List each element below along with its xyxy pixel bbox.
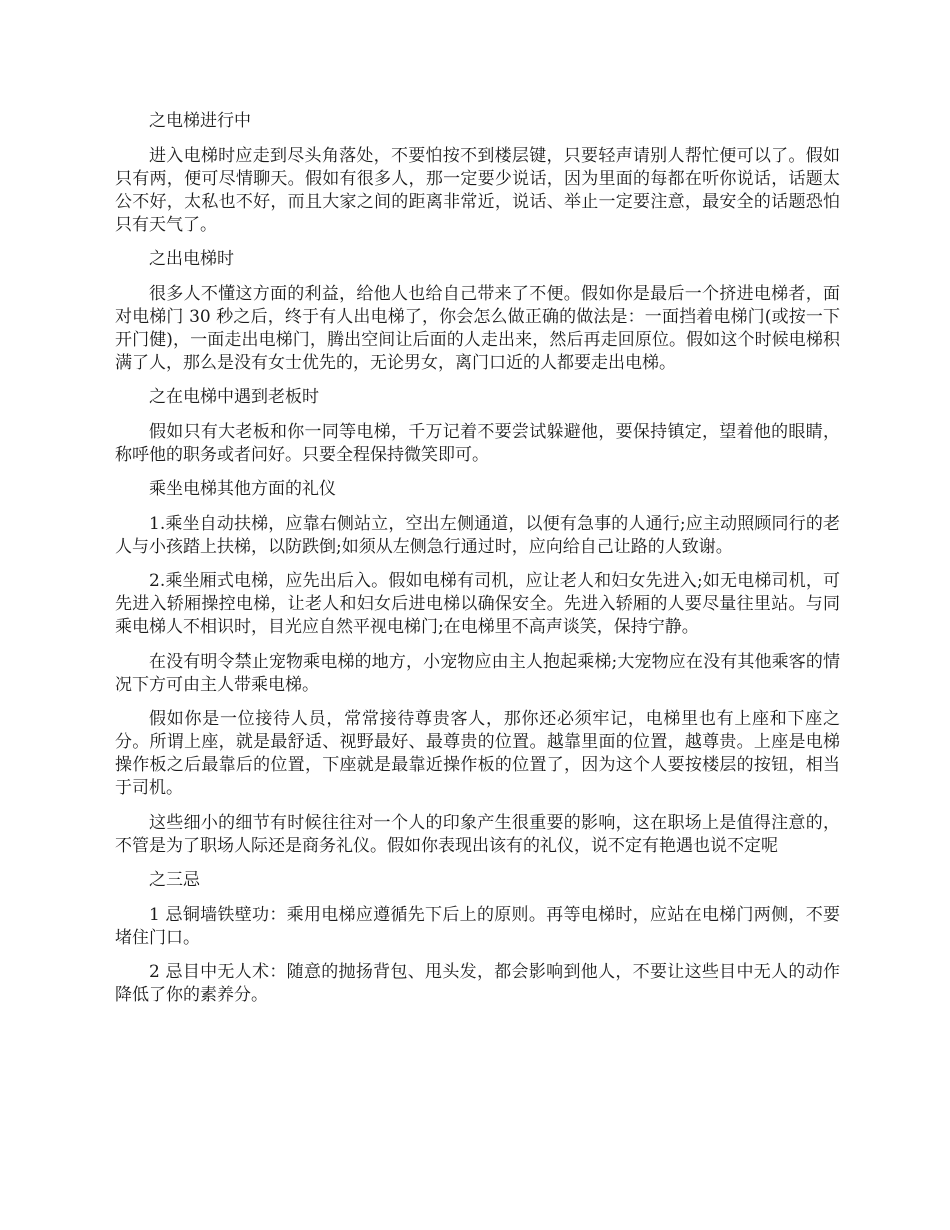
- paragraph-pets: 在没有明令禁止宠物乘电梯的地方，小宠物应由主人抱起乘梯;大宠物应在没有其他乘客的情况下方可由主人带乘电梯。: [115, 651, 840, 695]
- section-heading-meet-boss: 之在电梯中遇到老板时: [149, 387, 319, 407]
- section-heading-other-etiquette: 乘坐电梯其他方面的礼仪: [149, 479, 336, 499]
- paragraph-escalator: 1.乘坐自动扶梯，应靠右侧站立，空出左侧通道，以便有急事的人通行;应主动照顾同行的老人与小孩踏上扶梯，以防跌倒;如须从左侧急行通过时，应向给自己让路的人致谢。: [115, 513, 840, 557]
- paragraph-taboo-1: 1 忌铜墙铁壁功：乘用电梯应遵循先下后上的原则。再等电梯时，应站在电梯门两侧，不要堵住门口。: [115, 904, 840, 948]
- paragraph-in-elevator: 进入电梯时应走到尽头角落处，不要怕按不到楼层键，只要轻声请别人帮忙便可以了。假如只有两，便可尽情聊天。假如有很多人，那一定要少说话，因为里面的每都在听你说话，话题太公不好，太私也不好，而且大家之间的距离非常近，说话、举止一定要注意，最安全的话题恐怕只有天气了。: [115, 145, 840, 235]
- section-heading-exit-elevator: 之出电梯时: [149, 249, 234, 269]
- paragraph-taboo-2: 2 忌目中无人术：随意的抛扬背包、甩头发，都会影响到他人，不要让这些目中无人的动作降低了你的素养分。: [115, 962, 840, 1005]
- paragraph-exit-elevator: 很多人不懂这方面的利益，给他人也给自己带来了不便。假如你是最后一个挤进电梯者，面对电梯门 30 秒之后，终于有人出电梯了，你会怎么做正确的做法是：一面挡着电梯门(或按一下开门健)，一面走出电梯门，腾出空间让后面的人走出来，然后再走回原位。假如这个时候电梯积满了人，那么是没有女士优先的，无论男女，离门口近的人都要走出电梯。: [115, 283, 840, 373]
- paragraph-seating: 假如你是一位接待人员，常常接待尊贵客人，那你还必须牢记，电梯里也有上座和下座之分。所谓上座，就是最舒适、视野最好、最尊贵的位置。越靠里面的位置，越尊贵。上座是电梯操作板之后最靠后的位置，下座就是最靠近操作板的位置了，因为这个人要按楼层的按钮，相当于司机。: [115, 709, 840, 798]
- paragraph-details: 这些细小的细节有时候往往对一个人的印象产生很重要的影响，这在职场上是值得注意的，不管是为了职场人际还是商务礼仪。假如你表现出该有的礼仪，说不定有艳遇也说不定呢: [115, 812, 840, 856]
- section-heading-in-elevator: 之电梯进行中: [149, 111, 251, 131]
- paragraph-meet-boss: 假如只有大老板和你一同等电梯，千万记着不要尝试躲避他，要保持镇定，望着他的眼睛，称呼他的职务或者问好。只要全程保持微笑即可。: [115, 421, 840, 465]
- section-heading-three-taboos: 之三忌: [149, 870, 200, 890]
- paragraph-cabin-elevator: 2.乘坐厢式电梯，应先出后入。假如电梯有司机，应让老人和妇女先进入;如无电梯司机，可先进入轿厢操控电梯，让老人和妇女后进电梯以确保安全。先进入轿厢的人要尽量往里站。与同乘电梯人不相识时，目光应自然平视电梯门;在电梯里不高声谈笑，保持宁静。: [115, 571, 840, 637]
- document-body: [115, 110, 840, 1019]
